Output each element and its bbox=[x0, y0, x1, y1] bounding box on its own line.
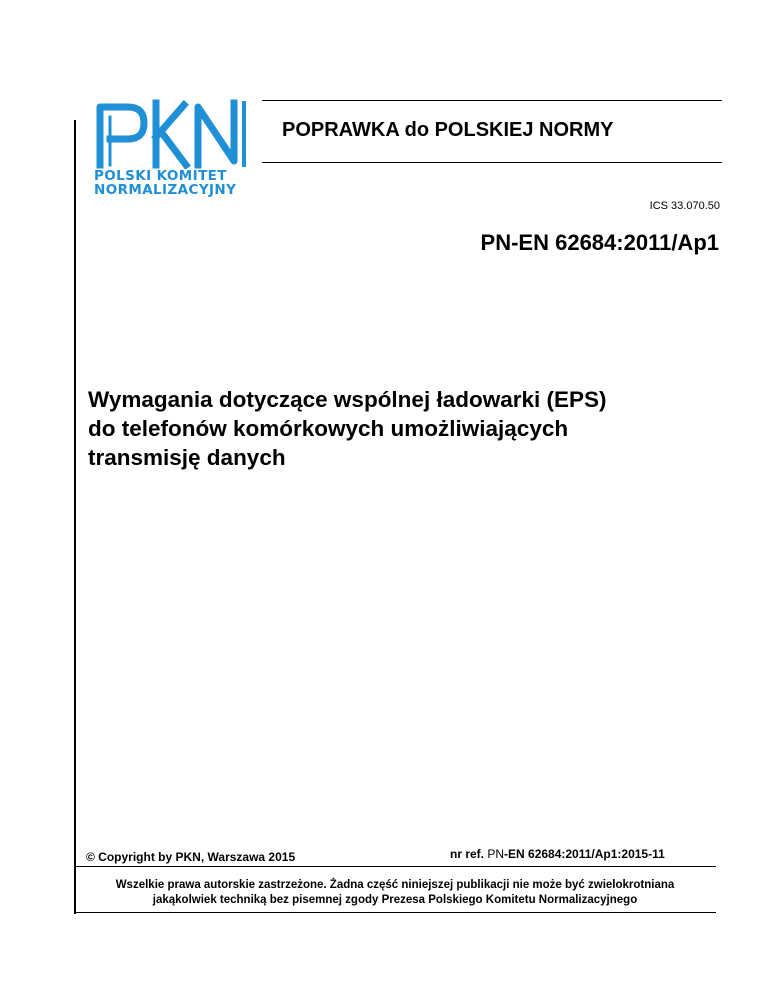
left-margin-rule bbox=[74, 120, 76, 914]
document-type-heading: POPRAWKA do POLSKIEJ NORMY bbox=[282, 119, 614, 141]
pkn-logo-icon bbox=[94, 99, 262, 169]
logo-text-line2: NORMALIZACYJNY bbox=[94, 182, 237, 198]
rights-notice bbox=[60, 878, 730, 908]
ref-prefix: nr ref. bbox=[450, 847, 488, 861]
ics-code: ICS 33.070.50 bbox=[649, 200, 720, 212]
logo-text-line1: POLSKI KOMITET bbox=[94, 168, 227, 184]
title-line: do telefonów komórkowych umożliwiających bbox=[88, 416, 569, 441]
rights-line: Wszelkie prawa autorskie zastrzeżone. Żadna część niniejszej publikacji nie może być zwielokrotniana bbox=[115, 879, 675, 891]
standard-number: PN-EN 62684:2011/Ap1 bbox=[480, 230, 719, 255]
footer-top-rule bbox=[76, 866, 716, 867]
header-top-rule bbox=[262, 100, 722, 101]
ref-code: -EN 62684:2011/Ap1:2015-11 bbox=[504, 847, 665, 861]
title-line: transmisję danych bbox=[88, 445, 286, 470]
ref-code-plain: PN bbox=[487, 847, 505, 861]
document-title bbox=[88, 385, 748, 472]
reference-number bbox=[450, 847, 665, 861]
footer-bottom-rule bbox=[76, 912, 716, 913]
header-bottom-rule bbox=[262, 162, 722, 163]
copyright-notice: © Copyright by PKN, Warszawa 2015 bbox=[86, 850, 296, 864]
title-line: Wymagania dotyczące wspólnej ładowarki (EPS) bbox=[88, 387, 607, 412]
rights-line: jakąkolwiek techniką bez pisemnej zgody Prezesa Polskiego Komitetu Normalizacyjnego bbox=[152, 894, 638, 906]
